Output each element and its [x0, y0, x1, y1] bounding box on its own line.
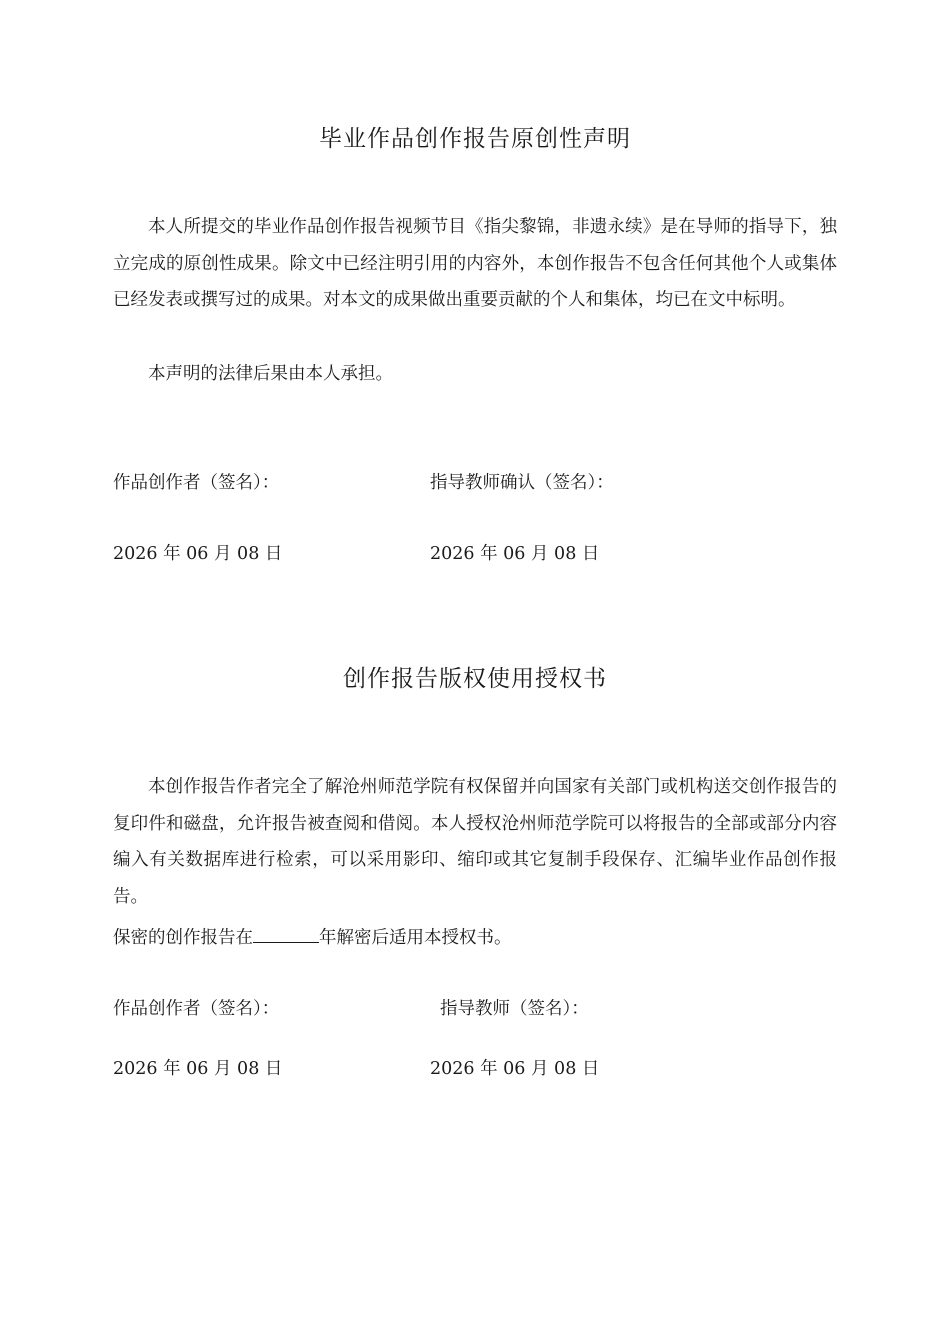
- authorization-author-date: 2026 年 06 月 08 日: [113, 1059, 283, 1079]
- declaration-advisor-signature-label: 指导教师确认（签名）：: [430, 473, 614, 493]
- authorization-advisor-date: 2026 年 06 月 08 日: [430, 1059, 600, 1079]
- declaration-legal-note: 本声明的法律后果由本人承担。: [148, 364, 393, 384]
- authorization-advisor-signature-label: 指导教师（签名）：: [440, 999, 589, 1019]
- secret-prefix: 保密的创作报告在: [113, 928, 253, 948]
- authorization-title: 创作报告版权使用授权书: [343, 666, 607, 692]
- declaration-title: 毕业作品创作报告原创性声明: [319, 126, 631, 152]
- declaration-body: 本人所提交的毕业作品创作报告视频节目《指尖黎锦，非遗永续》是在导师的指导下，独立完成的原创性成果。除文中已经注明引用的内容外，本创作报告不包含任何其他个人或集体已经发表或撰写过的成果。对本文的成果做出重要贡献的个人和集体，均已在文中标明。: [113, 217, 837, 311]
- authorization-author-signature-label: 作品创作者（签名）：: [113, 999, 280, 1019]
- declaration-author-date: 2026 年 06 月 08 日: [113, 544, 283, 564]
- declaration-advisor-date: 2026 年 06 月 08 日: [430, 544, 600, 564]
- declaration-author-signature-label: 作品创作者（签名）：: [113, 473, 280, 493]
- authorization-secret-line: [113, 926, 512, 950]
- authorization-body: 本创作报告作者完全了解沧州师范学院有权保留并向国家有关部门或机构送交创作报告的复印件和磁盘，允许报告被查阅和借阅。本人授权沧州师范学院可以将报告的全部或部分内容编入有关数据库进行检索，可以采用影印、缩印或其它复制手段保存、汇编毕业作品创作报告。: [113, 777, 837, 908]
- secret-suffix: 年解密后适用本授权书。: [319, 928, 512, 948]
- secret-year-blank: [253, 926, 319, 943]
